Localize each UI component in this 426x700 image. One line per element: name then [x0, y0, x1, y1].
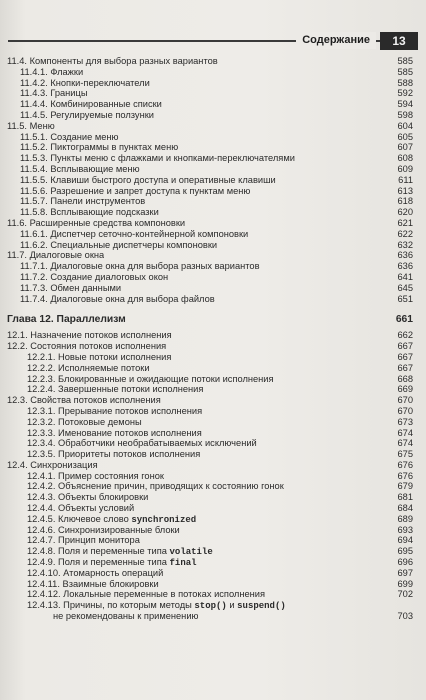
- toc-page-number: 693: [397, 524, 413, 535]
- toc-entry-title: [20, 272, 168, 283]
- code-keyword: synchronized: [131, 514, 197, 525]
- toc-page-number: 674: [397, 438, 413, 449]
- toc-entry-title: [53, 611, 198, 622]
- toc-entry-title: [7, 310, 126, 330]
- toc-page-number: 684: [397, 503, 413, 514]
- toc-page-number: 609: [397, 163, 413, 174]
- toc-page-number: 673: [397, 416, 413, 427]
- toc-entry-text: 12.4.11. Взаимные блокировки: [27, 578, 159, 589]
- toc-entry-text: 12.3.5. Приоритеты потоков исполнения: [27, 449, 201, 460]
- toc-entry-text: 12.2. Состояния потоков исполнения: [7, 341, 167, 352]
- toc-entry-text: 11.5.3. Пункты меню с флажками и кнопками-переключателями: [20, 153, 295, 164]
- toc-entry-text: 12.4.9. Поля и переменные типа: [27, 557, 170, 568]
- toc-entry: [0, 132, 426, 143]
- toc-page-number: 703: [397, 611, 413, 622]
- toc-entry-text: 11.5.6. Разрешение и запрет доступа к пунктам меню: [20, 185, 251, 196]
- toc-entry-text: 11.7. Диалоговые окна: [7, 250, 105, 261]
- toc-entry-text: 11.5.1. Создание меню: [20, 131, 119, 142]
- toc-entry: [0, 600, 426, 611]
- toc-entry-text: 11.6. Расширенные средства компоновки: [7, 217, 186, 228]
- toc-page-number: 674: [397, 427, 413, 438]
- toc-entry-title: [7, 250, 104, 261]
- toc-entry: [0, 110, 426, 121]
- toc-entry-text: 11.7.1. Диалоговые окна для выбора разных вариантов: [20, 261, 260, 272]
- toc-entry: [0, 218, 426, 229]
- toc-page-number: 696: [397, 557, 413, 568]
- toc-page-number: 679: [397, 481, 413, 492]
- toc-entry: [0, 406, 426, 417]
- toc-entry-text: и: [226, 600, 238, 611]
- toc-page-number: 651: [397, 293, 413, 304]
- toc-page-number: 607: [397, 142, 413, 153]
- toc-entry-text: 11.5. Меню: [7, 120, 55, 131]
- toc-page-number: 621: [397, 217, 413, 228]
- toc-page-number: 702: [397, 589, 413, 600]
- toc-entry: [0, 142, 426, 153]
- toc-entry-title: [27, 568, 163, 579]
- toc-entry-text: 11.4.4. Комбинированные списки: [20, 99, 162, 110]
- toc-entry-text: 11.5.2. Пиктограммы в пунктах меню: [20, 142, 179, 153]
- toc-entry-text: 12.2.3. Блокированные и ожидающие потоки исполнения: [27, 373, 274, 384]
- toc-page-number: 699: [397, 578, 413, 589]
- toc-entry-text: 12.4.13. Причины, по которым методы: [27, 600, 195, 611]
- toc-entry: [0, 374, 426, 385]
- toc-entry: [0, 568, 426, 579]
- toc-entry-title: [27, 449, 200, 460]
- toc-page-number: 622: [397, 228, 413, 239]
- toc-entry: [0, 229, 426, 240]
- toc-entry-text: 12.2.4. Завершенные потоки исполнения: [27, 384, 204, 395]
- toc-entry-title: [20, 164, 140, 175]
- toc-page-number: 662: [397, 330, 413, 341]
- toc-entry-text: 11.4.5. Регулируемые ползунки: [20, 109, 154, 120]
- toc-entry-text: 12.4.5. Ключевое слово: [27, 513, 132, 524]
- toc-entry-text: 11.4.1. Флажки: [20, 66, 84, 77]
- toc-entry: [0, 428, 426, 439]
- toc-entry: [0, 460, 426, 471]
- toc-entry: [0, 395, 426, 406]
- toc-page-number: 605: [397, 131, 413, 142]
- toc-entry: [0, 250, 426, 261]
- toc-page-number: 585: [397, 66, 413, 77]
- toc-entry-text: 12.4.6. Синхронизированные блоки: [27, 524, 180, 535]
- toc-entry-title: [27, 363, 150, 374]
- toc-entry-text: 12.3.2. Потоковые демоны: [27, 416, 142, 427]
- toc-page-number: 604: [397, 120, 413, 131]
- toc-entry-title: [7, 330, 172, 341]
- toc-entry-title: [27, 492, 148, 503]
- toc-entry-text: 12.4.10. Атомарность операций: [27, 567, 164, 578]
- toc-entry-title: [20, 175, 276, 186]
- page-header: [0, 32, 426, 50]
- toc-page-number: 613: [397, 185, 413, 196]
- toc-entry-title: [20, 294, 215, 305]
- toc-entry: [0, 492, 426, 503]
- toc-entry: [0, 294, 426, 305]
- toc-entry-title: [7, 218, 185, 229]
- toc-entry-text: 12.1. Назначение потоков исполнения: [7, 330, 172, 341]
- toc-entry-title: [20, 88, 88, 99]
- toc-entry-text: 12.3.4. Обработчики необрабатываемых исключений: [27, 438, 257, 449]
- toc-entry-text: 12.4. Синхронизация: [7, 459, 98, 470]
- toc-entry-text: 12.4.7. Принцип монитора: [27, 535, 140, 546]
- toc-page-number: 608: [397, 153, 413, 164]
- toc-page-number: 620: [397, 207, 413, 218]
- toc-page-number: 676: [397, 459, 413, 470]
- toc-page-number: 594: [397, 99, 413, 110]
- toc-entry-text: 11.4. Компоненты для выбора разных вариантов: [7, 56, 218, 66]
- toc-page-number: 636: [397, 261, 413, 272]
- toc-entry-text: 12.4.4. Объекты условий: [27, 503, 135, 514]
- toc-entry-text: Глава 12. Параллелизм: [7, 314, 126, 326]
- toc-entry-title: [7, 395, 161, 406]
- toc-entry-title: [27, 374, 274, 385]
- toc-entry: [0, 261, 426, 272]
- toc-entry-text: 12.4.1. Пример состояния гонок: [27, 470, 164, 481]
- toc-page-number: 618: [397, 196, 413, 207]
- toc-page-number: 689: [397, 513, 413, 524]
- toc-entry-title: [7, 460, 98, 471]
- toc-entry-text: 11.4.3. Границы: [20, 88, 88, 99]
- toc-entry: [0, 196, 426, 207]
- toc-entry-title: [20, 196, 145, 207]
- toc-entry: [0, 449, 426, 460]
- toc-page-number: 611: [398, 174, 413, 185]
- toc-entry-title: [27, 384, 203, 395]
- toc-entry: [0, 186, 426, 197]
- toc-entry: [0, 153, 426, 164]
- toc-entry-text: 12.4.8. Поля и переменные типа: [27, 546, 170, 557]
- toc-entry: [0, 384, 426, 395]
- toc-entry-text: 12.2.2. Исполняемые потоки: [27, 362, 150, 373]
- toc-page-number: 670: [397, 395, 413, 406]
- toc-entry: [0, 503, 426, 514]
- toc-entry-text: 12.2.1. Новые потоки исполнения: [27, 351, 172, 362]
- toc-entry-text: 12.3.3. Именование потоков исполнения: [27, 427, 202, 438]
- toc-entry: [0, 352, 426, 363]
- toc-entry: [0, 56, 426, 67]
- table-of-contents: [0, 56, 426, 622]
- toc-entry-title: [27, 589, 265, 600]
- toc-page-number: 669: [397, 384, 413, 395]
- toc-page-number: 667: [397, 341, 413, 352]
- toc-page-number: 598: [397, 109, 413, 120]
- toc-page-number: 675: [397, 449, 413, 460]
- toc-entry-title: [27, 352, 171, 363]
- toc-page-number: 668: [397, 373, 413, 384]
- toc-page-number: 667: [397, 362, 413, 373]
- toc-entry-title: [20, 142, 178, 153]
- toc-entry-title: [27, 579, 159, 590]
- toc-entry-text: 12.3.1. Прерывание потоков исполнения: [27, 405, 203, 416]
- toc-entry-title: [27, 525, 180, 536]
- toc-entry-title: [27, 535, 140, 546]
- toc-entry-text: 12.4.12. Локальные переменные в потоках исполнения: [27, 589, 266, 600]
- toc-entry-text: 11.6.1. Диспетчер сеточно-контейнерной компоновки: [20, 228, 249, 239]
- toc-page-number: 667: [397, 351, 413, 362]
- toc-entry: [0, 175, 426, 186]
- toc-entry-title: [20, 283, 121, 294]
- toc-entry: [0, 481, 426, 492]
- toc-entry-title: [7, 121, 55, 132]
- code-keyword: stop(): [194, 601, 227, 612]
- toc-entry-text: 11.6.2. Специальные диспетчеры компоновки: [20, 239, 218, 250]
- toc-page-number: 632: [397, 239, 413, 250]
- toc-entry: [0, 283, 426, 294]
- toc-entry-text: 11.5.4. Всплывающие меню: [20, 163, 140, 174]
- toc-entry: [0, 611, 426, 622]
- toc-entry: [0, 78, 426, 89]
- toc-entry-title: [27, 428, 202, 439]
- toc-entry: [0, 88, 426, 99]
- toc-entry: [0, 557, 426, 568]
- toc-page-number: 670: [397, 405, 413, 416]
- toc-page-number: 585: [397, 56, 413, 66]
- toc-page-number: 681: [397, 492, 413, 503]
- toc-entry: [0, 330, 426, 341]
- toc-entry: [0, 121, 426, 132]
- toc-entry-text: 11.7.2. Создание диалоговых окон: [20, 271, 169, 282]
- chapter-heading: [0, 310, 426, 330]
- toc-page-number: 697: [397, 567, 413, 578]
- toc-page-number: 676: [397, 470, 413, 481]
- toc-entry-text: 11.7.4. Диалоговые окна для выбора файлов: [20, 293, 215, 304]
- toc-entry-title: [7, 56, 218, 67]
- toc-page-number: 641: [397, 271, 413, 282]
- toc-entry-title: [20, 229, 248, 240]
- toc-entry: [0, 514, 426, 525]
- toc-entry-text: 11.4.2. Кнопки-переключатели: [20, 77, 150, 88]
- toc-page-number: 694: [397, 535, 413, 546]
- toc-entry-title: [20, 67, 83, 78]
- toc-entry: [0, 272, 426, 283]
- toc-entry: [0, 363, 426, 374]
- toc-entry-title: [20, 99, 162, 110]
- toc-page-number: 588: [397, 77, 413, 88]
- toc-entry: [0, 207, 426, 218]
- toc-entry: [0, 579, 426, 590]
- toc-entry-title: [27, 417, 142, 428]
- toc-entry: [0, 546, 426, 557]
- toc-entry-text: 12.4.3. Объекты блокировки: [27, 492, 149, 503]
- toc-entry-title: [7, 341, 166, 352]
- code-keyword: volatile: [169, 547, 213, 558]
- toc-entry: [0, 99, 426, 110]
- toc-entry-title: [27, 406, 202, 417]
- toc-entry-text: 11.7.3. Обмен данными: [20, 282, 122, 293]
- toc-entry-title: [27, 481, 284, 492]
- toc-entry-title: [27, 471, 164, 482]
- toc-entry-text: 11.5.7. Панели инструментов: [20, 196, 146, 207]
- toc-entry-title: [20, 240, 217, 251]
- toc-entry: [0, 67, 426, 78]
- toc-entry-title: [20, 153, 295, 164]
- toc-entry: [0, 240, 426, 251]
- toc-entry: [0, 471, 426, 482]
- toc-entry: [0, 589, 426, 600]
- page-number: 13: [380, 32, 418, 50]
- toc-page-number: 592: [397, 88, 413, 99]
- toc-entry-title: [20, 261, 260, 272]
- toc-entry-text: не рекомендованы к применению: [53, 611, 199, 622]
- toc-entry: [0, 341, 426, 352]
- toc-page-number: 661: [395, 314, 413, 326]
- toc-entry-title: [20, 110, 154, 121]
- toc-entry-text: 11.5.5. Клавиши быстрого доступа и оперативные клавиши: [20, 174, 276, 185]
- toc-entry-title: [27, 438, 257, 449]
- toc-page-number: 645: [397, 282, 413, 293]
- toc-entry-text: 11.5.8. Всплывающие подсказки: [20, 207, 159, 218]
- toc-entry-text: 12.4.2. Объяснение причин, приводящих к состоянию гонок: [27, 481, 284, 492]
- code-keyword: final: [169, 558, 197, 569]
- toc-entry-title: [27, 503, 134, 514]
- toc-entry-title: [20, 207, 159, 218]
- toc-entry-title: [20, 186, 250, 197]
- toc-entry-text: 12.3. Свойства потоков исполнения: [7, 395, 161, 406]
- toc-page-number: 695: [397, 546, 413, 557]
- toc-entry: [0, 164, 426, 175]
- code-keyword: suspend(): [237, 601, 286, 612]
- toc-entry-title: [20, 78, 150, 89]
- toc-page-number: 636: [397, 250, 413, 261]
- toc-entry: [0, 438, 426, 449]
- toc-entry: [0, 535, 426, 546]
- toc-entry: [0, 525, 426, 536]
- toc-entry: [0, 417, 426, 428]
- toc-entry-title: [20, 132, 119, 143]
- running-title: Содержание: [296, 32, 376, 49]
